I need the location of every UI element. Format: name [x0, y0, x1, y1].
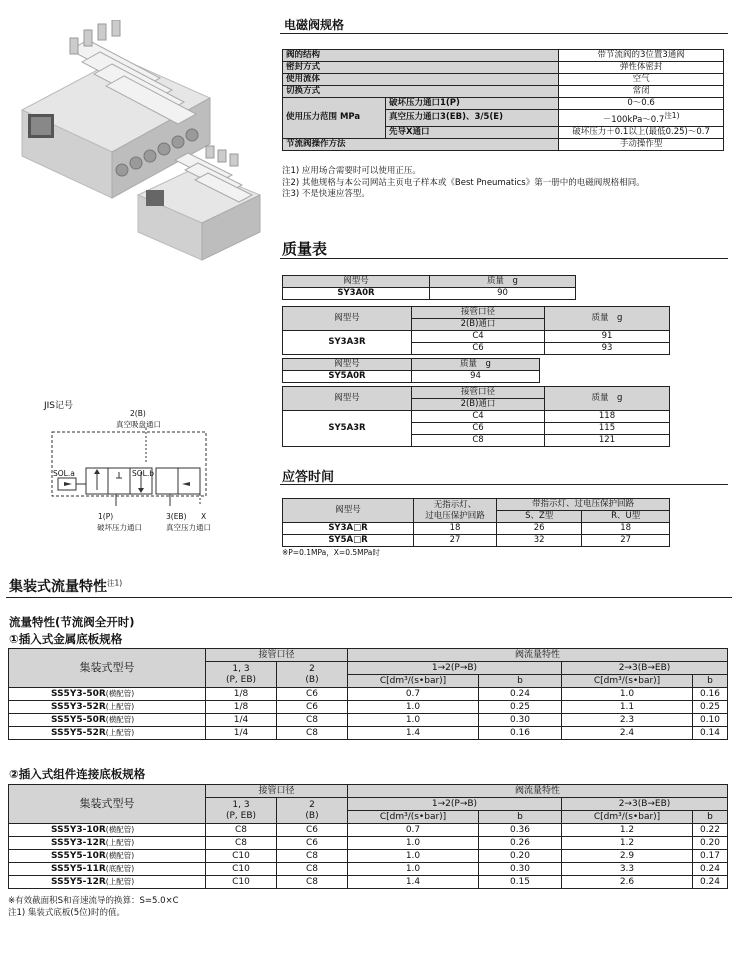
table-row: C6 93 [283, 343, 670, 355]
jis-sol-a: SOL.a [53, 469, 75, 478]
flow-table-metal-base: 集装式型号 接管口径 阀流量特性 1, 3 (P, EB) 2 (B) 1→2(P→B) 2→3(B→EB) C[dm³/(s•bar)] b C[dm³/(s•bar)] b SS5Y3-50R(横配管) 1/8 C6 0.7 0.24 1.0 0.16 SS5Y3-52R(上配管) 1/8 C6 1.0 0.25 1.1 0.25 SS5Y5-50R(横配管) 1/4 C8 1.0 0.30 2.3 0.10 SS5Y5-52R(上配管) 1/4 C8 1.4 0.16 2.4 0.14 [8, 648, 728, 740]
mass-table-sy5a0r: 阀型号 质量 g SY5A0R 94 [282, 358, 540, 383]
table-row: SS5Y3-10R(横配管) C8 C6 0.7 0.36 1.2 0.22 [9, 824, 728, 837]
table-row: 阀的结构 带节流阀的3位置3通阀 [283, 50, 724, 62]
table-row: 使用流体 空气 [283, 74, 724, 86]
flow-t1-title: ①插入式金属底板规格 [9, 632, 123, 646]
spec-notes: 注1) 应用场合需要时可以使用正压。 注2) 其他规格与本公司网站主页电子样本或《Best Pneumatics》第一册中的电磁阀规格相同。 注3) 不是快速应答型。 [282, 166, 645, 199]
mass-table-sy3a3r: 阀型号 接管口径 质量 g 2(B)通口 SY3A3R C4 91 C6 93 [282, 306, 670, 355]
flow-subtitle: 流量特性(节流阀全开时) [9, 615, 135, 629]
jis-p-desc: 破坏压力通口 [97, 523, 142, 532]
flow-title: 集装式流量特性$^{注1)}$ [9, 578, 123, 595]
jis-x-port: X [201, 512, 207, 521]
jis-eb-port: 3(EB) [166, 512, 187, 521]
table-row: SY5A0R 94 [283, 371, 540, 383]
mass-table-sy5a3r: 阀型号 接管口径 质量 g 2(B)通口 SY5A3R C4 118 C6 115 C8 121 [282, 386, 670, 447]
jis-sol-b: SOL.b [132, 469, 154, 478]
table-row: SY5A□R 27 32 27 [283, 535, 670, 547]
mass-table-sy3a0r: 阀型号 质量 g SY3A0R 90 [282, 275, 576, 300]
jis-top-port-desc: 真空吸盘通口 [116, 420, 161, 429]
table-row: C8 121 [283, 435, 670, 447]
table-row: 密封方式 弹性体密封 [283, 62, 724, 74]
table-row: SY3A0R 90 [283, 288, 576, 300]
table-row: 使用压力范围 MPa 破坏压力通口1(P) 0～0.6 [283, 98, 724, 110]
table-row: SS5Y5-11R(底配管) C10 C8 1.0 0.30 3.3 0.24 [9, 863, 728, 876]
manifold-product-illustration [10, 20, 275, 265]
flow-table-unit-base: 集装式型号 接管口径 阀流量特性 1, 3 (P, EB) 2 (B) 1→2(P→B) 2→3(B→EB) C[dm³/(s•bar)] b C[dm³/(s•bar)] b SS5Y3-10R(横配管) C8 C6 0.7 0.36 1.2 0.22 SS5Y3-12R(上配管) C8 C6 1.0 0.26 1.2 0.20 SS5Y5-10R(横配管) C10 C8 1.0 0.20 2.9 0.17 SS5Y5-11R(底配管) C10 C8 1.0 0.30 3.3 0.24 SS5Y5-12R(上配管) C10 C8 1.4 0.15 2.6 0.24 [8, 784, 728, 889]
table-row: SS5Y5-12R(上配管) C10 C8 1.4 0.15 2.6 0.24 [9, 876, 728, 889]
spec-table [282, 49, 724, 151]
response-table: 阀型号 无指示灯、 过电压保护回路 带指示灯、过电压保护回路 S、Z型 R、U型 SY3A□R 18 26 18 SY5A□R 27 32 27 [282, 498, 670, 547]
table-row: SS5Y5-10R(横配管) C10 C8 1.0 0.20 2.9 0.17 [9, 850, 728, 863]
table-row: 节流阀操作方法 手动操作型 [283, 138, 724, 150]
response-title: 应答时间 [282, 470, 335, 485]
jis-label: JIS记号 [44, 401, 74, 411]
jis-symbol-diagram [50, 428, 210, 508]
large-manifold-image [22, 20, 210, 198]
jis-eb-desc: 真空压力通口 [166, 523, 211, 532]
table-row: SS5Y3-52R(上配管) 1/8 C6 1.0 0.25 1.1 0.25 [9, 701, 728, 714]
table-row: SY3A□R 18 26 18 [283, 523, 670, 535]
table-row: SS5Y5-50R(横配管) 1/4 C8 1.0 0.30 2.3 0.10 [9, 714, 728, 727]
table-row: C6 115 [283, 423, 670, 435]
table-row: SS5Y5-52R(上配管) 1/4 C8 1.4 0.16 2.4 0.14 [9, 727, 728, 740]
table-row: SY5A3R C4 118 [283, 411, 670, 423]
jis-top-port: 2(B) [130, 409, 146, 418]
table-row: SY3A3R C4 91 [283, 331, 670, 343]
table-row: SS5Y3-12R(上配管) C8 C6 1.0 0.26 1.2 0.20 [9, 837, 728, 850]
jis-p-port: 1(P) [98, 512, 114, 521]
flow-t2-title: ②插入式组件连接底板规格 [9, 767, 146, 781]
table-row: SS5Y3-50R(横配管) 1/8 C6 0.7 0.24 1.0 0.16 [9, 688, 728, 701]
table-row: 切换方式 常闭 [283, 86, 724, 98]
spec-title: 电磁阀规格 [284, 18, 345, 32]
table-row: 先导X通口 破坏压力＋0.1以上(最低0.25)～0.7 [283, 126, 724, 138]
mass-title: 质量表 [282, 240, 328, 258]
flow-notes: ※有效截面积S和音速流导的换算：S=5.0×C 注1) 集装式底板(5位)时的值。 [8, 896, 179, 918]
response-note: ※P=0.1MPa，X=0.5MPa时 [282, 548, 380, 557]
table-row: 真空压力通口3(EB)、3/5(E) $-100kPa\sim 0.7^{注1)}$ [283, 110, 724, 127]
